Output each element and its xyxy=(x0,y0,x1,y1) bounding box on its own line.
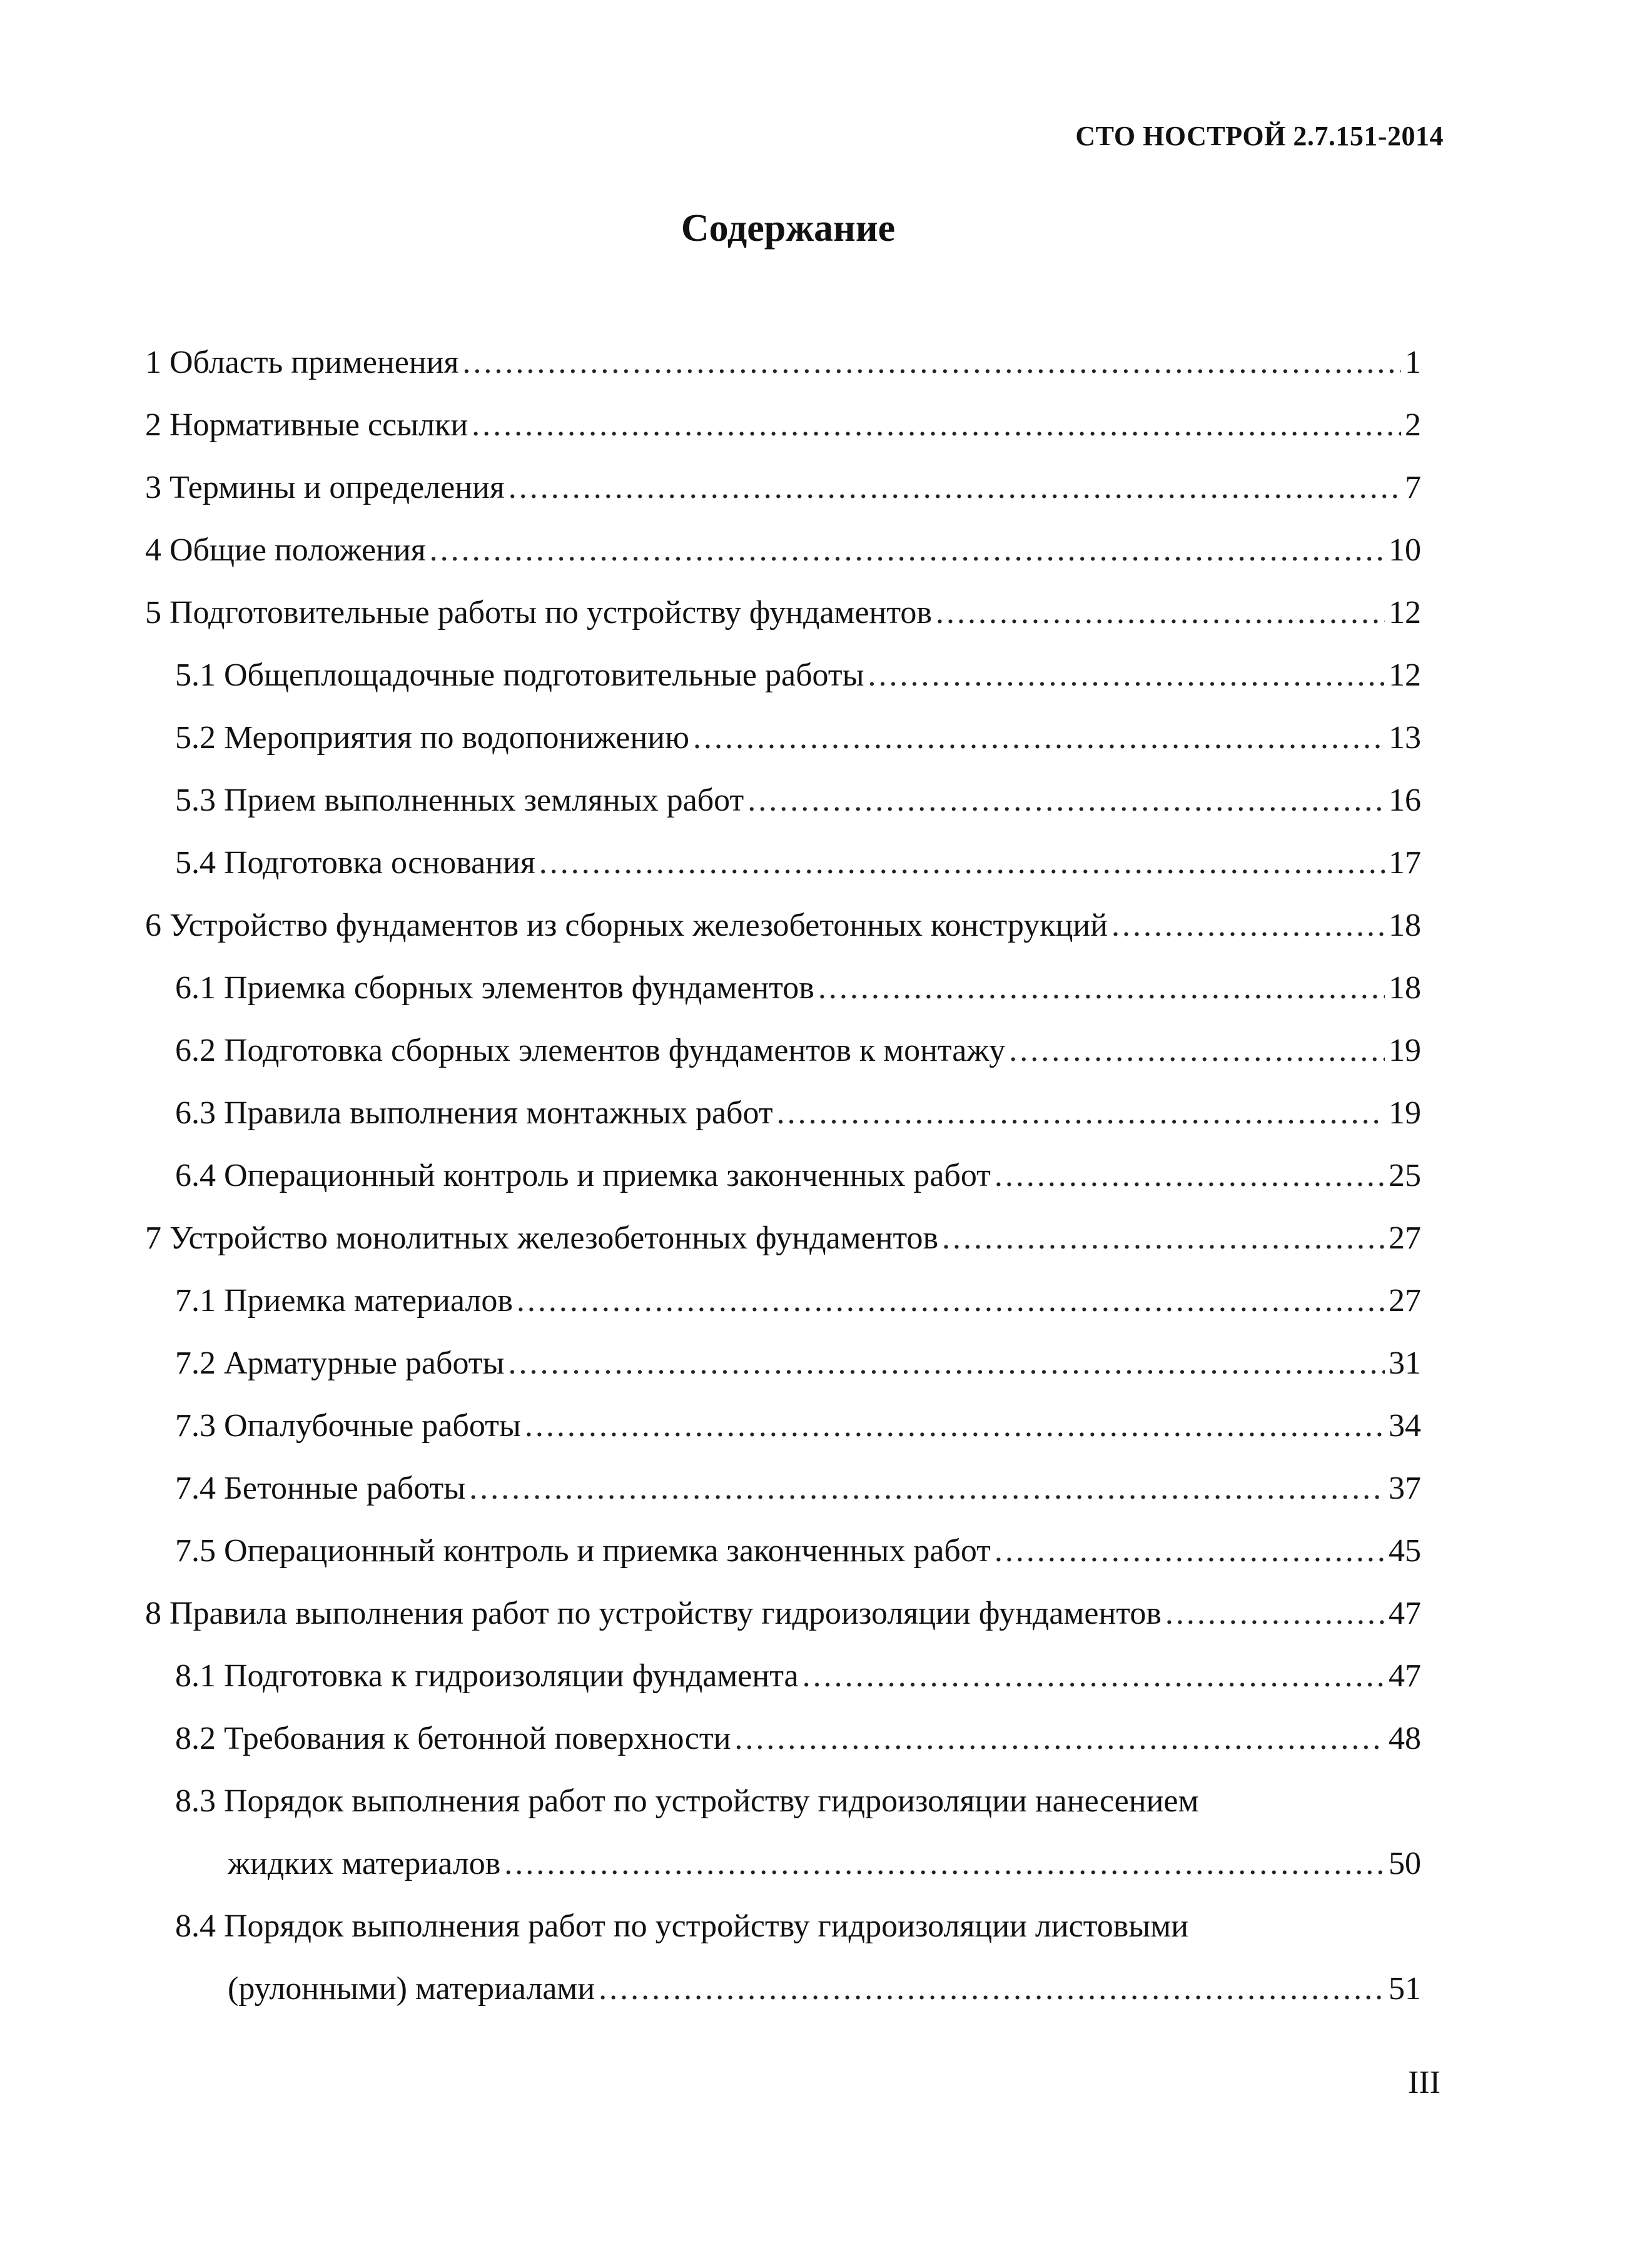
toc-entry-continuation-line xyxy=(175,1945,1421,2008)
toc-entry-label: 6.1 Приемка сборных элементов фундаментов xyxy=(175,970,814,1006)
toc-entry-label: 6.3 Правила выполнения монтажных работ xyxy=(175,1095,773,1131)
toc-entry[interactable] xyxy=(145,1633,1421,1695)
toc-leader-dots xyxy=(1165,1595,1385,1633)
toc-leader-dots xyxy=(995,1532,1385,1570)
toc-entry[interactable] xyxy=(145,1507,1421,1570)
toc-entry-page: 51 xyxy=(1389,1971,1421,2007)
toc-entry[interactable] xyxy=(145,1382,1421,1445)
toc-entry-page: 1 xyxy=(1405,345,1421,380)
toc-entry[interactable] xyxy=(145,1758,1421,1883)
toc-entry[interactable] xyxy=(145,632,1421,694)
toc-leader-dots xyxy=(1009,1032,1385,1070)
toc-leader-dots xyxy=(462,344,1401,382)
toc-entry-page: 17 xyxy=(1389,845,1421,881)
toc-entry-label: 6 Устройство фундаментов из сборных железобетонных конструкций xyxy=(145,908,1108,943)
toc-entry-label: 6.2 Подготовка сборных элементов фундаментов к монтажу xyxy=(175,1033,1006,1068)
toc-entry-label: 8 Правила выполнения работ по устройству гидроизоляции фундаментов xyxy=(145,1596,1162,1631)
toc-leader-dots xyxy=(942,1220,1385,1257)
toc-entry-page: 18 xyxy=(1389,970,1421,1006)
toc-entry-continuation-line xyxy=(175,1820,1421,1883)
toc-leader-dots xyxy=(818,969,1385,1007)
toc-entry-page: 31 xyxy=(1389,1345,1421,1381)
toc-leader-dots xyxy=(469,1470,1385,1507)
toc-leader-dots xyxy=(430,532,1385,569)
toc-entry-label: 4 Общие положения xyxy=(145,532,426,568)
toc-entry[interactable] xyxy=(145,944,1421,1007)
toc-entry[interactable] xyxy=(145,319,1421,382)
toc-entry-page: 18 xyxy=(1389,908,1421,943)
toc-leader-dots xyxy=(517,1282,1385,1320)
toc-entry[interactable] xyxy=(145,382,1421,444)
toc-entry[interactable] xyxy=(145,1257,1421,1320)
toc-entry-label: 8.2 Требования к бетонной поверхности xyxy=(175,1721,731,1756)
toc-entry-page: 12 xyxy=(1389,595,1421,630)
toc-entry-label: 5.3 Прием выполненных земляных работ xyxy=(175,782,744,818)
toc-entry-page: 37 xyxy=(1389,1471,1421,1506)
toc-entry-continuation: (рулонными) материалами xyxy=(228,1971,595,2007)
toc-entry-label: 5.2 Мероприятия по водопонижению xyxy=(175,720,689,756)
toc-entry-page: 10 xyxy=(1389,532,1421,568)
toc-entry-label: 5.1 Общеплощадочные подготовительные работы xyxy=(175,657,864,693)
toc-entry-label: 5 Подготовительные работы по устройству фундаментов xyxy=(145,595,932,630)
toc-entry[interactable] xyxy=(145,1570,1421,1633)
toc-entry-continuation: жидких материалов xyxy=(228,1846,501,1881)
toc-entry-label: 7 Устройство монолитных железобетонных фундаментов xyxy=(145,1220,939,1256)
document-code: СТО НОСТРОЙ 2.7.151-2014 xyxy=(1075,121,1444,151)
toc-entry[interactable] xyxy=(145,1445,1421,1507)
toc-entry-label: 1 Область применения xyxy=(145,345,459,380)
toc-entry-label: 2 Нормативные ссылки xyxy=(145,407,468,443)
toc-entry-label: 5.4 Подготовка основания xyxy=(175,845,535,881)
toc-entry-label: 8.3 Порядок выполнения работ по устройству гидроизоляции нанесением xyxy=(175,1783,1199,1819)
toc-entry-first-line xyxy=(175,1758,1421,1820)
toc-leader-dots xyxy=(734,1720,1385,1758)
toc-entry-page: 47 xyxy=(1389,1596,1421,1631)
toc-entry-label: 8.1 Подготовка к гидроизоляции фундамента xyxy=(175,1658,799,1694)
toc-entry-page: 7 xyxy=(1405,470,1421,505)
toc-entry[interactable] xyxy=(145,882,1421,944)
toc-entry-label: 8.4 Порядок выполнения работ по устройству гидроизоляции листовыми xyxy=(175,1908,1188,1944)
toc-entry[interactable] xyxy=(145,569,1421,632)
toc-entry-page: 45 xyxy=(1389,1533,1421,1569)
toc-leader-dots xyxy=(936,594,1385,632)
toc-entry[interactable] xyxy=(145,507,1421,569)
toc-entry-page: 25 xyxy=(1389,1158,1421,1193)
toc-entry-label: 7.1 Приемка материалов xyxy=(175,1283,513,1319)
toc-entry-page: 13 xyxy=(1389,720,1421,756)
toc-entry[interactable] xyxy=(145,1132,1421,1195)
toc-entry-page: 48 xyxy=(1389,1721,1421,1756)
toc-leader-dots xyxy=(472,407,1401,444)
toc-entry-page: 2 xyxy=(1405,407,1421,443)
toc-entry[interactable] xyxy=(145,444,1421,507)
toc-entry-page: 19 xyxy=(1389,1095,1421,1131)
toc-entry-label: 6.4 Операционный контроль и приемка законченных работ xyxy=(175,1158,991,1193)
toc-entry-page: 16 xyxy=(1389,782,1421,818)
toc-leader-dots xyxy=(508,1345,1385,1382)
toc-leader-dots xyxy=(693,719,1385,757)
toc-entry-first-line xyxy=(175,1883,1421,1945)
toc-leader-dots xyxy=(1111,907,1385,944)
toc-leader-dots xyxy=(509,469,1401,507)
toc-entry-page: 27 xyxy=(1389,1220,1421,1256)
toc-leader-dots xyxy=(777,1095,1385,1132)
toc-leader-dots xyxy=(599,1970,1385,2008)
toc-entry-label: 7.3 Опалубочные работы xyxy=(175,1408,521,1444)
toc-leader-dots xyxy=(747,782,1385,819)
toc-leader-dots xyxy=(802,1658,1385,1695)
toc-entry-label: 7.2 Арматурные работы xyxy=(175,1345,505,1381)
toc-entry[interactable] xyxy=(145,1070,1421,1132)
page-number: III xyxy=(1408,2065,1440,2100)
toc-entry-page: 19 xyxy=(1389,1033,1421,1068)
toc-entry[interactable] xyxy=(145,1195,1421,1257)
toc-entry[interactable] xyxy=(145,694,1421,757)
toc-entry-label: 7.4 Бетонные работы xyxy=(175,1471,466,1506)
table-of-contents xyxy=(145,319,1421,2008)
toc-leader-dots xyxy=(995,1157,1385,1195)
toc-entry-label: 3 Термины и определения xyxy=(145,470,505,505)
toc-leader-dots xyxy=(868,657,1385,694)
toc-entry-page: 47 xyxy=(1389,1658,1421,1694)
toc-entry-page: 12 xyxy=(1389,657,1421,693)
toc-entry-label: 7.5 Операционный контроль и приемка законченных работ xyxy=(175,1533,991,1569)
toc-entry-page: 27 xyxy=(1389,1283,1421,1319)
toc-entry[interactable] xyxy=(145,1695,1421,1758)
toc-entry-page: 34 xyxy=(1389,1408,1421,1444)
toc-leader-dots xyxy=(525,1407,1385,1445)
toc-leader-dots xyxy=(504,1845,1385,1883)
toc-entry[interactable] xyxy=(145,1007,1421,1070)
page-title: Содержание xyxy=(681,207,896,250)
toc-entry[interactable] xyxy=(145,819,1421,882)
toc-entry[interactable] xyxy=(145,1883,1421,2008)
toc-entry[interactable] xyxy=(145,757,1421,819)
toc-leader-dots xyxy=(539,844,1385,882)
toc-entry-page: 50 xyxy=(1389,1846,1421,1881)
toc-entry[interactable] xyxy=(145,1320,1421,1382)
